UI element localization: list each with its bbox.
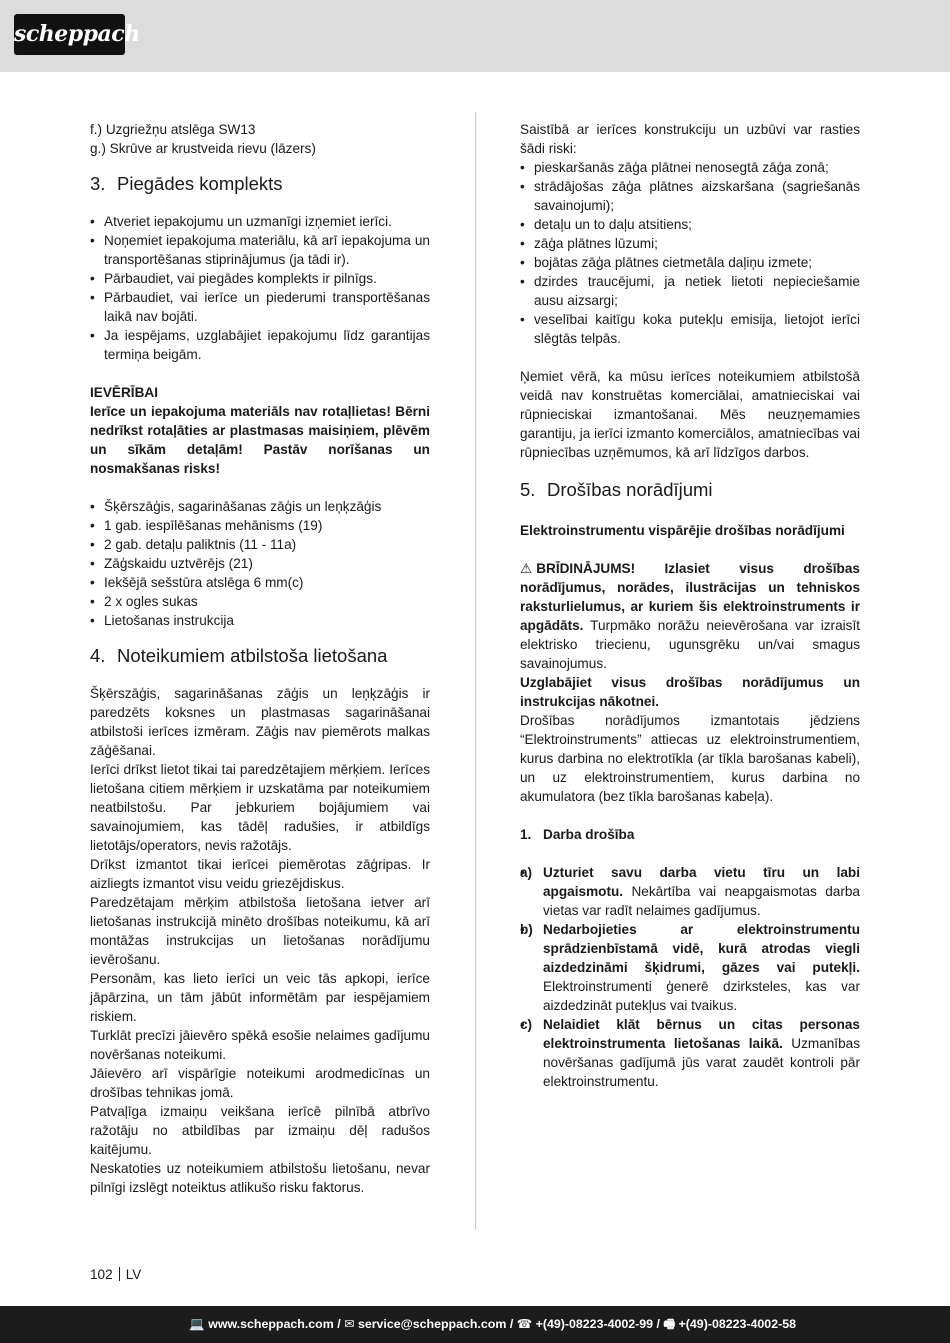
item-bold: Nedarbojieties ar elektroinstrumentu sprādzienbīstamā vidē, kurā atrodas viegli aizdedzināmi šķidrumi, gāzes vai putekļi. (543, 922, 860, 975)
list-item: • Atveriet iepakojumu un uzmanīgi izņemiet ierīci. (90, 212, 430, 231)
section-4-heading (90, 644, 430, 668)
item-g: g.) Skrūve ar krustveida rievu (lāzers) (90, 141, 316, 156)
item-bold: Nelaidiet klāt bērnus un citas personas elektroinstrumenta lietošanas laikā. (543, 1017, 860, 1051)
list-item: • Pārbaudiet, vai ierīce un piederumi transportēšanas laikā nav bojāti. (90, 288, 430, 326)
list-item (520, 1015, 860, 1091)
warning-bold: BRĪDINĀJUMS! Izlasiet visus drošības norādījumus, norādes, ilustrācijas un tehniskos raksturlielumus, ar kuriem šis elektroinstruments ir apgādāts. (520, 561, 860, 633)
section-5-heading (520, 478, 860, 502)
header-bar (0, 0, 950, 72)
notice-text: Ierīce un iepakojuma materiāls nav rotaļlietas! Bērni nedrīkst rotaļāties ar plastmasas maisiņiem, plēvēm un sīkām detaļām! Pastāv norīšanas un nosmakšanas risks! (90, 404, 430, 476)
page-number (90, 1265, 141, 1284)
paragraph: Patvaļīga izmaiņu veikšana ierīcē pilnībā atbrīvo ražotāju no atbildības par izmaiņu dēļ radušos kaitējumu. (90, 1104, 430, 1157)
footer-separator: / (653, 1317, 664, 1331)
page-language: LV (125, 1267, 142, 1282)
subsection-title: Darba drošība (543, 827, 635, 842)
work-safety-heading (520, 825, 860, 844)
footer-bar (0, 1306, 950, 1343)
definition-paragraph: Drošības norādījumos izmantotais jēdziens “Elektroinstruments” attiecas uz elektroinstrumentiem, kurus darbina no elektrotīkla (ar tīkla barošanas kabeli), un uz elektroinstrumentiem, kurus darbina no akumulatora (bez tīkla barošanas kabeļa). (520, 713, 860, 804)
warning-triangle-icon: ⚠ (520, 561, 533, 576)
list-item: • 1 gab. iespīlēšanas mehānisms (19) (90, 516, 430, 535)
item-bold: Uzturiet savu darba vietu tīru un labi apgaismotu. (543, 865, 860, 899)
list-item: • 2 gab. detaļu paliktnis (11 - 11a) (90, 535, 430, 554)
list-item: • dzirdes traucējumi, ja netiek lietoti nepieciešamie ausu aizsargi; (520, 272, 860, 310)
delivery-steps-list (90, 212, 430, 364)
footer-separator: / (333, 1317, 345, 1331)
left-column (90, 120, 430, 1197)
paragraph: Paredzētajam mērķim atbilstoša lietošana ietver arī lietošanas instrukcijā minēto drošības noteikumu, kā arī montāžas instrukcijas un lietošanas norādījumu ievērošanu. (90, 895, 430, 967)
list-item: • 2 x ogles sukas (90, 592, 430, 611)
list-item: • Noņemiet iepakojuma materiālu, kā arī iepakojuma un transportēšanas stiprinājumus (ja tādi ir). (90, 231, 430, 269)
list-item (520, 920, 860, 1015)
list-item: • zāģa plātnes lūzumi; (520, 234, 860, 253)
list-item: • veselībai kaitīgu koka putekļu emisija, lietojot ierīci slēgtās telpās. (520, 310, 860, 348)
list-item (520, 863, 860, 920)
keep-instructions: Uzglabājiet visus drošības norādījumus un instrukcijas nākotnei. (520, 675, 860, 709)
list-item: • Iekšējā sešstūra atslēga 6 mm(c) (90, 573, 430, 592)
list-item: • Zāģskaidu uztvērējs (21) (90, 554, 430, 573)
paragraph: Drīkst izmantot tikai ierīcei piemērotas zāģripas. Ir aizliegts izmantot visu veidu griezējdiskus. (90, 857, 430, 891)
footer-email-link[interactable]: service@scheppach.com (357, 1317, 507, 1331)
right-column (520, 120, 860, 1091)
section-title: Noteikumiem atbilstoša lietošana (117, 645, 388, 666)
contents-list (90, 497, 430, 630)
section-number: 5. (520, 479, 536, 500)
risk-intro: Saistībā ar ierīces konstrukciju un uzbūvi var rasties šādi riski: (520, 122, 860, 156)
paragraph: Ierīci drīkst lietot tikai tai paredzētajiem mērķiem. Ierīces lietošana citiem mērķiem ir uzskatāma par noteikumiem neatbilstošu. Par jebkuriem bojājumiem vai savainojumiem, kas tādēļ radušies, ir atbildīgs lietotājs/operators, nevis ražotājs. (90, 762, 430, 853)
column-divider (475, 112, 476, 1230)
warning-paragraph (520, 559, 860, 673)
page-separator (119, 1267, 120, 1281)
item-letter: • a) (520, 865, 533, 880)
web-icon: 💻 (189, 1317, 205, 1331)
section-number: 4. (90, 645, 106, 666)
notice-title: IEVĒRĪBAI (90, 385, 158, 400)
paragraph: Personām, kas lieto ierīci un veic tās apkopi, ierīce jāpārzina, un tām jābūt informētām par iespējamiem riskiem. (90, 971, 430, 1024)
item-letter: • c) (520, 1017, 533, 1032)
section-title: Piegādes komplekts (117, 173, 283, 194)
item-text: Uzmanības novēršanas gadījumā jūs varat zaudēt kontroli pār elektroinstrumentu. (543, 1036, 861, 1089)
subsection-number: 1. (520, 827, 532, 842)
footer-fax: +(49)-08223-4002-58 (678, 1317, 796, 1331)
general-safety-title: Elektroinstrumentu vispārējie drošības norādījumi (520, 523, 845, 538)
item-text: Elektroinstrumenti ģenerē dzirksteles, kas var aizdedzināt putekļus vai tvaikus. (543, 979, 860, 1013)
section-number: 3. (90, 173, 106, 194)
list-item: • pieskaršanās zāģa plātnei nenosegtā zāģa zonā; (520, 158, 860, 177)
list-item: • Ja iespējams, uzglabājiet iepakojumu līdz garantijas termiņa beigām. (90, 326, 430, 364)
list-item: • Lietošanas instrukcija (90, 611, 430, 630)
commercial-note: Ņemiet vērā, ka mūsu ierīces noteikumiem atbilstošā veidā nav konstruētas komerciālai, amatnieciskai vai rūpnieciskai izmantošanai. Mēs neuzņemamies garantiju, ja ierīci izmanto komerciālos, amatniecības vai rūpniecības uzņēmumos, kā arī līdzīgos darbos. (520, 369, 860, 460)
item-letter: • b) (520, 922, 533, 937)
paragraph: Šķērszāģis, sagarināšanas zāģis un leņķzāģis ir paredzēts koksnes un plastmasas sagarināšanai atbilstoši ierīces izmēram. Zāģis nav piemērots malkas zāģēšanai. (90, 686, 430, 758)
section-title: Drošības norādījumi (547, 479, 713, 500)
scheppach-logo: scheppach (14, 14, 125, 55)
list-item: • Pārbaudiet, vai piegādes komplekts ir pilnīgs. (90, 269, 430, 288)
warning-text: Turpmāko norāžu neievērošana var izraisīt elektrisko triecienu, ugunsgrēku un/vai smagus savainojumus. (520, 618, 860, 671)
risk-list (520, 158, 860, 348)
paragraph: Neskatoties uz noteikumiem atbilstošu lietošanu, nevar pilnīgi izslēgt noteiktus atlikušo risku faktorus. (90, 1161, 430, 1195)
footer-website-link[interactable]: www.scheppach.com (208, 1317, 334, 1331)
mail-icon: ✉ (344, 1317, 355, 1331)
page-number-value: 102 (90, 1267, 113, 1282)
list-item: • Šķērszāģis, sagarināšanas zāģis un leņķzāģis (90, 497, 430, 516)
fax-icon: 🖷 (663, 1317, 676, 1331)
phone-icon: ☎ (516, 1317, 533, 1331)
list-item: • bojātas zāģa plātnes cietmetāla daļiņu izmete; (520, 253, 860, 272)
list-item: • strādājošas zāģa plātnes aizskaršana (sagriešanās savainojumi); (520, 177, 860, 215)
list-item: • detaļu un to daļu atsitiens; (520, 215, 860, 234)
work-safety-list (520, 863, 860, 1091)
footer-phone: +(49)-08223-4002-99 (535, 1317, 654, 1331)
footer-separator: / (506, 1317, 517, 1331)
section-3-heading (90, 172, 430, 196)
item-f: f.) Uzgriežņu atslēga SW13 (90, 122, 256, 137)
item-text: Nekārtība vai neapgaismotas darba vietas var radīt nelaimes gadījumus. (543, 884, 860, 918)
paragraph: Turklāt precīzi jāievēro spēkā esošie nelaimes gadījumu novēršanas noteikumi. (90, 1028, 430, 1062)
paragraph: Jāievēro arī vispārīgie noteikumi arodmedicīnas un drošības tehnikas jomā. (90, 1066, 430, 1100)
